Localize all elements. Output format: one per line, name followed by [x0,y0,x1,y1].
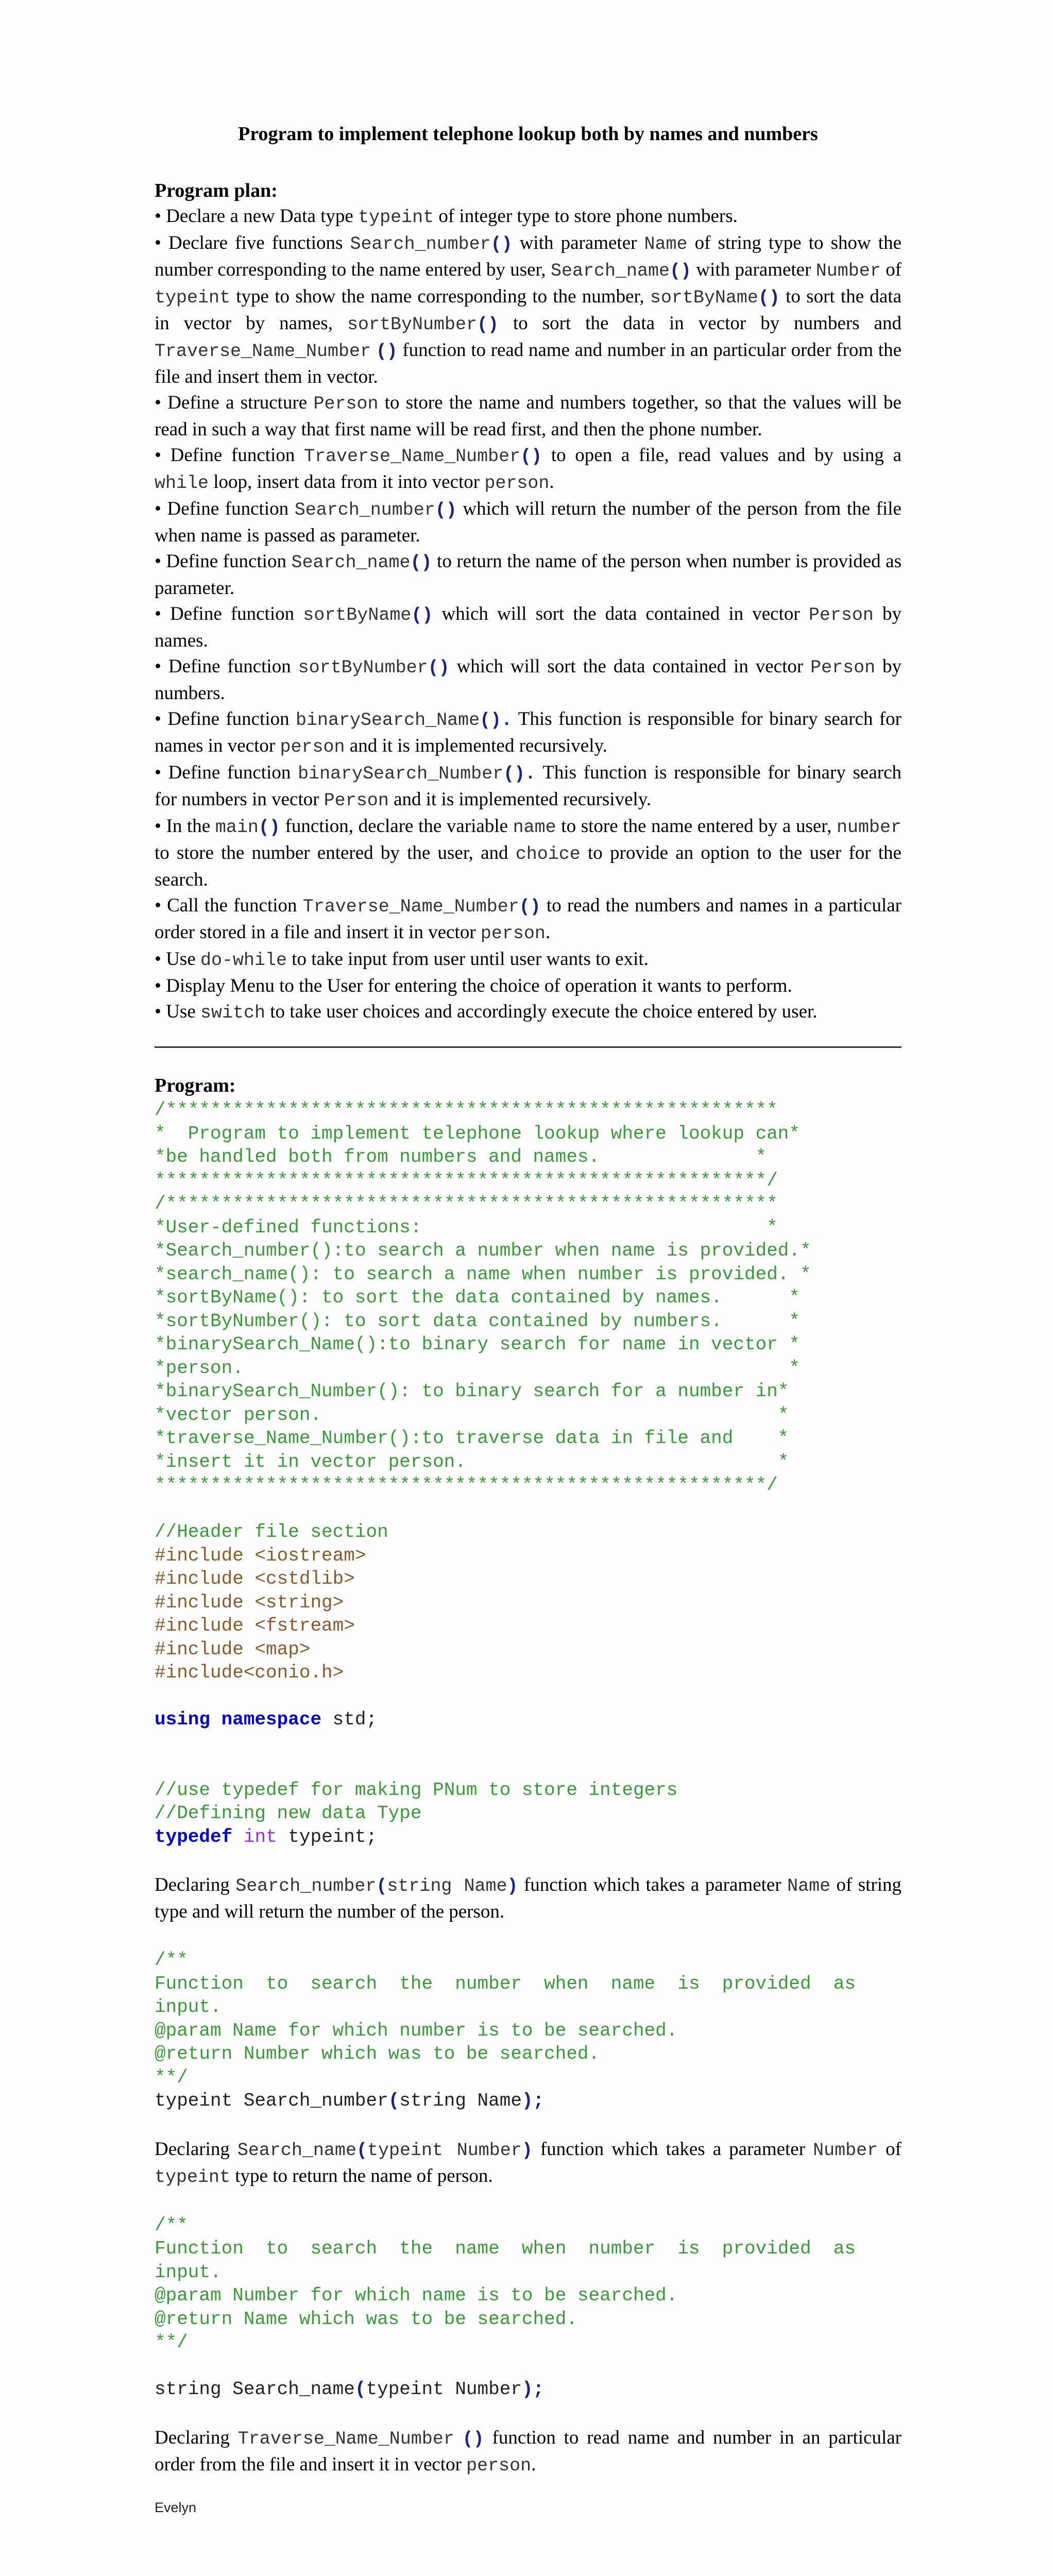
code-token [210,1709,222,1730]
inline-paren: () [519,896,541,917]
code-token: //Header file section [155,1521,388,1543]
text-run: • Define function [155,498,295,519]
code-line [155,1287,800,1308]
code-token: int [243,1826,277,1848]
code-token: string Search_name [155,2379,355,2400]
code-token: input. [155,1996,222,2018]
code-token: **/ [155,2332,188,2353]
inline-code: Person [808,605,874,625]
code-token: @param Name for which number is to be searched. [155,2020,678,2041]
text-run: • Define a structure [155,392,314,413]
text-run: of string type to show the number corresponding to the name entered by user, [155,232,901,280]
traverse-declaration-text [155,2425,901,2479]
code-token: using [155,1709,211,1730]
document-title: Program to implement telephone lookup both by names and numbers [238,123,818,145]
inline-code: typeint Number [367,2140,522,2161]
inline-code: typeint [358,207,434,228]
inline-paren: ( [356,2140,367,2161]
inline-code: string Name [387,1876,507,1896]
text-run: by names. [155,603,901,651]
code-token: *binarySearch_Number(): to binary search for a number in* [155,1381,789,1402]
inline-paren: (). [480,710,513,731]
text-run: of integer type to store phone numbers. [434,206,738,227]
plan-item [155,390,901,443]
page-footer: Evelyn [155,2500,197,2515]
code-line [155,1592,344,1613]
text-run: to sort the data in vector by names, [155,286,901,334]
text-run [371,340,376,361]
code-token: std; [321,1709,378,1730]
code-line [155,1950,188,1971]
plan-item [155,999,901,1026]
inline-code: Number [815,261,881,281]
program-plan-list [155,204,901,1026]
code-line [155,1099,778,1121]
code-line [155,1240,811,1261]
code-line [155,1193,778,1214]
inline-code: binarySearch_Name [296,710,480,731]
text-run: function, declare the variable [280,816,513,837]
code-token: @return Number which was to be searched. [155,2043,600,2064]
code-token: input. [155,2261,222,2283]
inline-paren: ) [507,1876,518,1896]
document-page [155,121,901,2479]
code-line [155,1639,310,1660]
code-token: ); [521,2379,544,2400]
text-run: function which takes a parameter [532,2138,813,2160]
text-run: to provide an option to the user for the search. [155,842,901,890]
text-run: • Define function [155,762,298,783]
inline-code: Person [324,790,389,811]
inline-code: Search_name [550,261,670,281]
plan-item [155,549,901,601]
text-run: and it is implemented recursively. [388,789,652,810]
code-token: ( [388,2090,400,2111]
code-token: *User-defined functions: * [155,1216,778,1238]
code-token: typeint Search_number [155,2090,388,2111]
inline-code: while [155,473,209,494]
text-run: This function is responsible for binary search for names in vector [155,708,901,756]
code-token: typedef [155,1826,233,1848]
plan-item [155,760,901,814]
inline-code: sortByName [303,605,412,625]
inline-paren: () [462,2428,484,2449]
code-token: #include<conio.h> [155,1662,344,1683]
inline-paren: () [477,314,499,335]
inline-paren: () [428,657,450,678]
code-line [155,2262,222,2283]
code-token: *be handled both from numbers and names. * [155,1146,767,1167]
code-token: /** [155,2214,188,2236]
text-run: with parameter [512,232,644,253]
code-line [155,1311,800,1332]
text-run: • Define function [155,551,292,572]
inline-code: Traverse_Name_Number [155,341,371,362]
inline-code: Traverse_Name_Number [302,896,519,917]
inline-paren: () [258,817,280,838]
inline-code: typeint [155,287,231,308]
text-run: and it is implemented recursively. [345,735,607,756]
inline-code: Traverse_Name_Number [304,446,521,467]
text-run: of [878,2138,901,2160]
inline-code: Search_number [350,234,491,255]
text-run: • In the [155,816,215,837]
plan-item [155,893,901,946]
inline-code: sortByName [650,287,758,308]
code-line [155,1264,811,1285]
code-token: #include <fstream> [155,1615,355,1636]
code-token: string Name [399,2090,522,2111]
code-token: *search_name(): to search a name when number is provided. * [155,1263,811,1285]
text-run: function to read name and number in an particular order from the file and insert them in vector. [155,340,902,387]
inline-code: Search_number [294,500,435,520]
inline-paren: () [758,287,780,308]
code-token: *sortByName(): to sort the data contained by names. * [155,1287,801,1308]
code-token: @param Number for which name is to be searched. [155,2285,678,2306]
code-line [155,2379,544,2400]
text-run: • Display Menu to the User for entering the choice of operation it wants to perform. [155,975,792,996]
text-run: • Define function [155,708,296,730]
search-name-declaration-text [155,2137,901,2190]
inline-paren: () [670,261,692,281]
inline-code: Name [787,1876,831,1896]
code-token: *insert it in vector person. * [155,1451,789,1472]
code-token: /******************************************************* [155,1193,778,1214]
text-run: function to read name and number in an particular order from the file and insert it in vector [155,2427,901,2475]
plan-item [155,973,901,999]
code-line [155,1475,778,1496]
code-token: typeint Number [366,2379,522,2400]
inline-code: Person [810,657,876,678]
text-run: by numbers. [155,656,901,704]
code-line [155,2067,188,2088]
inline-code: Search_name [237,2140,356,2161]
code-line [155,1826,377,1848]
text-run: which will sort the data contained in vector [433,603,809,624]
text-run: loop, insert data from it into vector [209,471,485,493]
code-token: * Program to implement telephone lookup where lookup can* [155,1123,801,1144]
text-run: with parameter [691,259,816,280]
program-plan-heading: Program plan: [155,180,278,201]
code-line [155,1973,856,1994]
code-token: *binarySearch_Name():to binary search for name in vector * [155,1334,801,1355]
code-line [155,1996,222,2018]
code-token: //Defining new data Type [155,1803,422,1824]
code-token: ( [354,2379,366,2400]
code-token: namespace [221,1709,322,1730]
plan-item [155,496,901,549]
inline-code: person [466,2455,532,2476]
inline-paren: () [520,446,542,467]
text-run: . [531,2453,536,2475]
code-line [155,1662,344,1683]
text-run: • Use [155,948,200,970]
code-line [155,2215,188,2236]
text-run [454,2427,463,2448]
code-line [155,2090,544,2111]
code-token: *******************************************************/ [155,1475,778,1496]
inline-code: binarySearch_Number [298,764,504,784]
plan-item [155,706,901,760]
inline-code: main [215,817,259,838]
text-run: • Call the function [155,895,303,916]
text-run: to take user choices and accordingly execute the choice entered by user. [265,1001,818,1022]
text-run: to read the numbers and names in a particular order stored in a file and insert it in vector [155,895,902,943]
code-token: /** [155,1950,188,1971]
section-divider [155,1046,901,1048]
text-run: to store the number entered by the user, and [155,842,516,863]
code-line [155,2238,856,2259]
code-block-search-number [155,1948,901,2113]
text-run: to take input from user until user wants to exit. [287,948,649,970]
text-run: • Declare five functions [155,232,350,253]
inline-code: Search_name [291,552,411,573]
code-line [155,1803,421,1824]
inline-code: sortByNumber [298,657,428,678]
inline-code: name [513,817,556,838]
plan-item [155,946,901,973]
code-token: *******************************************************/ [155,1170,778,1191]
code-token: Function to search the name when number is provided as [155,2238,856,2259]
inline-code: person [484,473,550,494]
code-line [155,1545,366,1566]
text-run: This function is responsible for binary search for numbers in vector [155,762,901,810]
code-token: *traverse_Name_Number():to traverse data in file and * [155,1428,789,1449]
inline-paren: () [435,500,457,520]
plan-item [155,601,901,654]
text-run: . [549,471,554,493]
code-line [155,2043,600,2064]
text-run: of [880,259,902,280]
plan-item [155,654,901,706]
code-line [155,1568,355,1589]
code-token: *person. * [155,1357,801,1379]
inline-code: Number [813,2140,878,2161]
text-run: to store the name and numbers together, so that the values will be read in such a way that first name will be read first, and then the phone number. [155,392,901,440]
inline-code: Person [313,394,379,414]
text-run: Declaring [155,1874,236,1895]
inline-code: switch [200,1003,266,1023]
inline-code: do-while [200,950,287,971]
code-line [155,1428,789,1449]
text-run: • Declare a new Data type [155,206,359,227]
text-run: of string type and will return the number of the person. [155,1874,901,1922]
code-line [155,2285,677,2306]
code-line [155,1780,677,1801]
code-token: Function to search the number when name is provided as [155,1973,856,1994]
inline-code: typeint [155,2166,231,2188]
code-token: *vector person. * [155,1404,789,1426]
text-run: to sort the data in vector by numbers and [499,313,902,334]
inline-paren: () [411,605,433,625]
text-run: • Define function [155,445,304,466]
inline-code: sortByNumber [347,314,477,335]
inline-paren: ) [521,2140,533,2161]
text-run: type to show the name corresponding to the number, [230,286,650,307]
text-run: • Define function [155,603,303,624]
code-block-search-name [155,2214,901,2401]
plan-item [155,443,901,496]
code-line [155,2020,677,2041]
code-block-header [155,1098,901,1849]
code-token: *Search_number():to search a number when name is provided.* [155,1240,811,1261]
inline-code: Search_number [235,1876,377,1896]
inline-code: Traverse_Name_Number [237,2428,454,2449]
program-heading: Program: [155,1075,236,1096]
code-line [155,1615,355,1636]
code-token: #include <map> [155,1638,311,1660]
text-run: to open a file, read values and by using a [542,445,901,466]
code-token: /******************************************************* [155,1099,778,1121]
inline-paren: () [410,552,432,573]
text-run: to store the name entered by a user, [556,816,837,837]
inline-code: number [836,817,902,838]
code-line [155,2332,188,2353]
text-run: Declaring [155,2138,237,2160]
search-number-declaration-text [155,1872,901,1925]
code-line [155,1521,388,1543]
code-line [155,1217,778,1238]
text-run: to return the name of the person when number is provided as parameter. [155,551,901,599]
code-token: //use typedef for making PNum to store integers [155,1779,678,1801]
text-run: function which takes a parameter [518,1874,788,1895]
code-line [155,2309,577,2330]
inline-code: choice [515,844,581,865]
text-run: • Use [155,1001,200,1022]
code-token: typeint; [277,1826,378,1848]
inline-paren: ( [376,1876,387,1896]
code-line [155,1404,789,1426]
text-run: which will return the number of the person from the file when name is passed as parameter. [155,498,901,546]
inline-code: person [280,737,345,757]
code-token: #include <string> [155,1591,344,1613]
code-token: ); [521,2090,544,2111]
code-token: #include <cstdlib> [155,1568,355,1589]
code-line [155,1451,789,1472]
code-token: *sortByNumber(): to sort data contained by numbers. * [155,1310,801,1332]
code-line [155,1381,789,1402]
plan-item [155,204,901,230]
inline-paren: (). [503,764,536,784]
code-line [155,1123,800,1144]
code-line [155,1334,800,1355]
plan-item [155,814,901,893]
code-token [232,1826,244,1848]
text-run: Declaring [155,2427,238,2448]
plan-item [155,230,901,390]
text-run: . [545,922,551,943]
code-token: **/ [155,2066,188,2088]
inline-paren: () [490,234,513,255]
code-line [155,1170,778,1191]
code-token: @return Name which was to be searched. [155,2308,577,2330]
inline-code: Name [644,234,688,255]
text-run: which will sort the data contained in vector [449,656,811,677]
inline-code: person [480,923,546,944]
code-line [155,1146,767,1167]
text-run: type to return the name of person. [230,2165,493,2187]
text-run: • Define function [155,656,298,677]
code-line [155,1358,800,1379]
code-token: #include <iostream> [155,1545,366,1566]
code-line [155,1709,377,1730]
inline-paren: () [376,341,398,362]
